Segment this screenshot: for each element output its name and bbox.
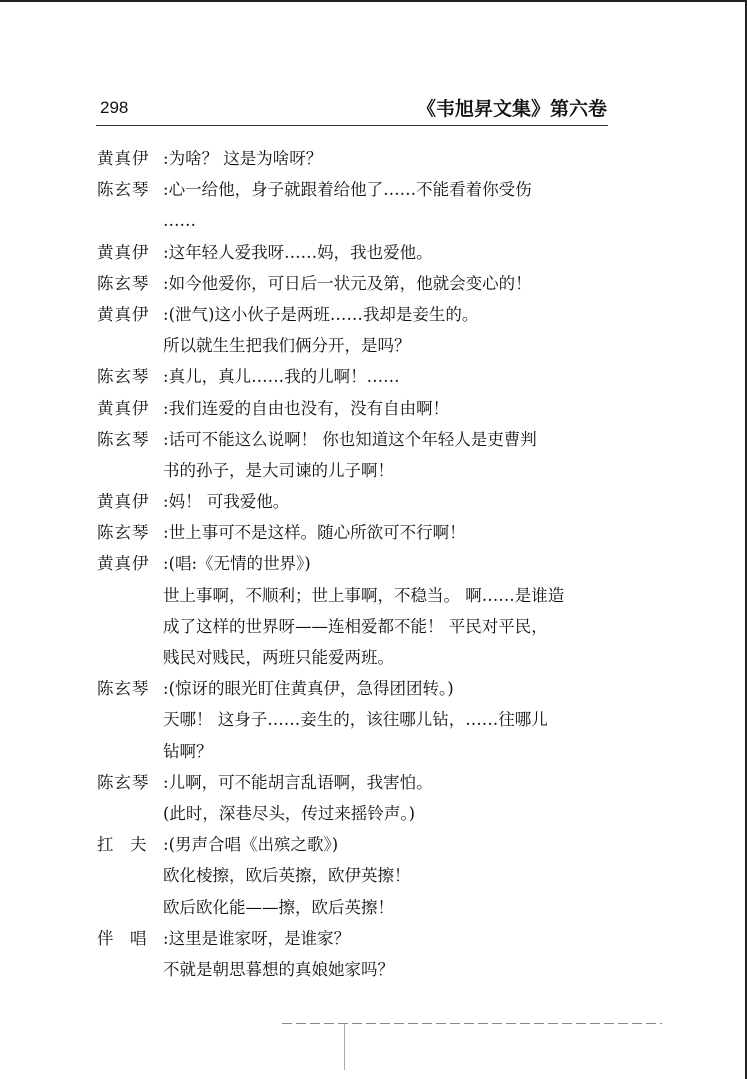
- scan-artifact-tick: [344, 1024, 345, 1070]
- speaker-separator: :: [163, 772, 169, 792]
- line-text: 妈！ 可我爱他。: [168, 492, 290, 512]
- line-text: 欧后欧化能——擦，欧后英擦！: [163, 897, 394, 917]
- page-border-top: [0, 0, 747, 2]
- continuation-line: [97, 736, 617, 767]
- dialogue-line: [97, 424, 617, 455]
- line-text: 钻啊？: [163, 741, 213, 761]
- speaker-name: 陈玄琴: [97, 367, 150, 387]
- line-text: 这里是谁家呀，是谁家？: [168, 928, 351, 948]
- speaker-separator: :: [163, 367, 169, 387]
- line-text: 这年轻人爱我呀……妈，我也爱他。: [168, 242, 433, 262]
- speaker-separator: :: [163, 304, 169, 324]
- dialogue-line: [97, 174, 617, 205]
- dialogue-line: [97, 299, 617, 330]
- line-text: 欧化棱擦，欧后英擦，欧伊英擦！: [163, 866, 411, 886]
- continuation-line: [97, 580, 617, 611]
- continuation-line: [97, 455, 617, 486]
- continuation-line: [97, 704, 617, 735]
- speaker-name: 黄真伊: [97, 242, 150, 262]
- line-text: 不就是朝思暮想的真娘她家吗？: [163, 959, 394, 979]
- line-text: 天哪！ 这身子……妾生的，该往哪儿钻，……往哪儿: [163, 710, 548, 730]
- speaker-separator: :: [163, 149, 169, 168]
- speaker-separator: :: [163, 554, 169, 574]
- dialogue-line: [97, 237, 617, 268]
- header-rule: [96, 125, 608, 126]
- speaker-separator: :: [163, 928, 169, 948]
- speaker-name: 陈玄琴: [97, 523, 150, 543]
- speaker-name: 扛 夫: [97, 835, 147, 855]
- dialogue-line: [97, 268, 617, 299]
- dialogue-line: [97, 548, 617, 579]
- speaker-name: 陈玄琴: [97, 772, 150, 792]
- line-text: 书的孙子，是大司谏的儿子啊！: [163, 460, 394, 480]
- speaker-separator: :: [163, 492, 169, 512]
- speaker-name: 陈玄琴: [97, 180, 150, 200]
- speaker-name: 陈玄琴: [97, 679, 150, 699]
- running-head: 《韦旭昇文集》第六卷: [416, 98, 607, 120]
- line-text: 为啥？ 这是为啥呀？: [168, 149, 323, 168]
- line-text: 真儿，真儿……我的儿啊！……: [168, 367, 400, 387]
- dialogue-line: [97, 143, 617, 174]
- speaker-name: 黄真伊: [97, 149, 150, 168]
- dialogue-line: [97, 923, 617, 954]
- page-number: 298: [100, 98, 129, 117]
- line-text: (唱:《无情的世界》): [168, 554, 311, 574]
- speaker-name: 黄真伊: [97, 492, 150, 512]
- speaker-name: 陈玄琴: [97, 273, 150, 293]
- continuation-line: [97, 330, 617, 361]
- script-body: [97, 143, 617, 985]
- line-text: ……: [163, 211, 196, 231]
- line-text: (泄气)这小伙子是两班……我却是妾生的。: [168, 304, 479, 324]
- dialogue-line: [97, 767, 617, 798]
- continuation-line: [97, 892, 617, 923]
- continuation-line: [97, 205, 617, 236]
- speaker-name: 黄真伊: [97, 304, 150, 324]
- speaker-separator: :: [163, 835, 169, 855]
- line-text: 儿啊，可不能胡言乱语啊，我害怕。: [168, 772, 433, 792]
- speaker-name: 黄真伊: [97, 554, 150, 574]
- dialogue-line: [97, 829, 617, 860]
- line-text: 成了这样的世界呀——连相爱都不能！ 平民对平民，: [163, 616, 548, 636]
- speaker-separator: :: [163, 398, 169, 418]
- continuation-line: [97, 954, 617, 985]
- line-text: 心一给他，身子就跟着给他了……不能看着你受伤: [168, 180, 532, 200]
- line-text: 如今他爱你，可日后一状元及第，他就会变心的！: [168, 273, 532, 293]
- line-text: 世上事可不是这样。随心所欲可不行啊！: [168, 523, 466, 543]
- continuation-line: [97, 798, 617, 829]
- continuation-line: [97, 611, 617, 642]
- speaker-name: 伴 唱: [97, 928, 147, 948]
- dialogue-line: [97, 361, 617, 392]
- dialogue-line: [97, 673, 617, 704]
- speaker-separator: :: [163, 242, 169, 262]
- continuation-line: [97, 642, 617, 673]
- speaker-separator: :: [163, 273, 169, 293]
- line-text: 我们连爱的自由也没有，没有自由啊！: [168, 398, 450, 418]
- dialogue-line: [97, 486, 617, 517]
- line-text: 世上事啊，不顺利；世上事啊，不稳当。 啊……是谁造: [163, 585, 565, 605]
- speaker-separator: :: [163, 180, 169, 200]
- speaker-separator: :: [163, 523, 169, 543]
- dialogue-line: [97, 517, 617, 548]
- line-text: 话可不能这么说啊！ 你也知道这个年轻人是吏曹判: [168, 429, 537, 449]
- scan-artifact-line: [282, 1023, 662, 1024]
- line-text: (惊讶的眼光盯住黄真伊，急得团团转。): [168, 679, 454, 699]
- speaker-separator: :: [163, 679, 169, 699]
- line-text: 所以就生生把我们俩分开，是吗？: [163, 336, 411, 356]
- speaker-name: 黄真伊: [97, 398, 150, 418]
- line-text: 贱民对贱民，两班只能爱两班。: [163, 648, 394, 667]
- line-text: (男声合唱《出殡之歌》): [168, 835, 339, 855]
- dialogue-line: [97, 393, 617, 424]
- speaker-separator: :: [163, 429, 169, 449]
- line-text: (此时，深巷尽头，传过来摇铃声。): [163, 803, 416, 823]
- continuation-line: [97, 860, 617, 891]
- speaker-name: 陈玄琴: [97, 429, 150, 449]
